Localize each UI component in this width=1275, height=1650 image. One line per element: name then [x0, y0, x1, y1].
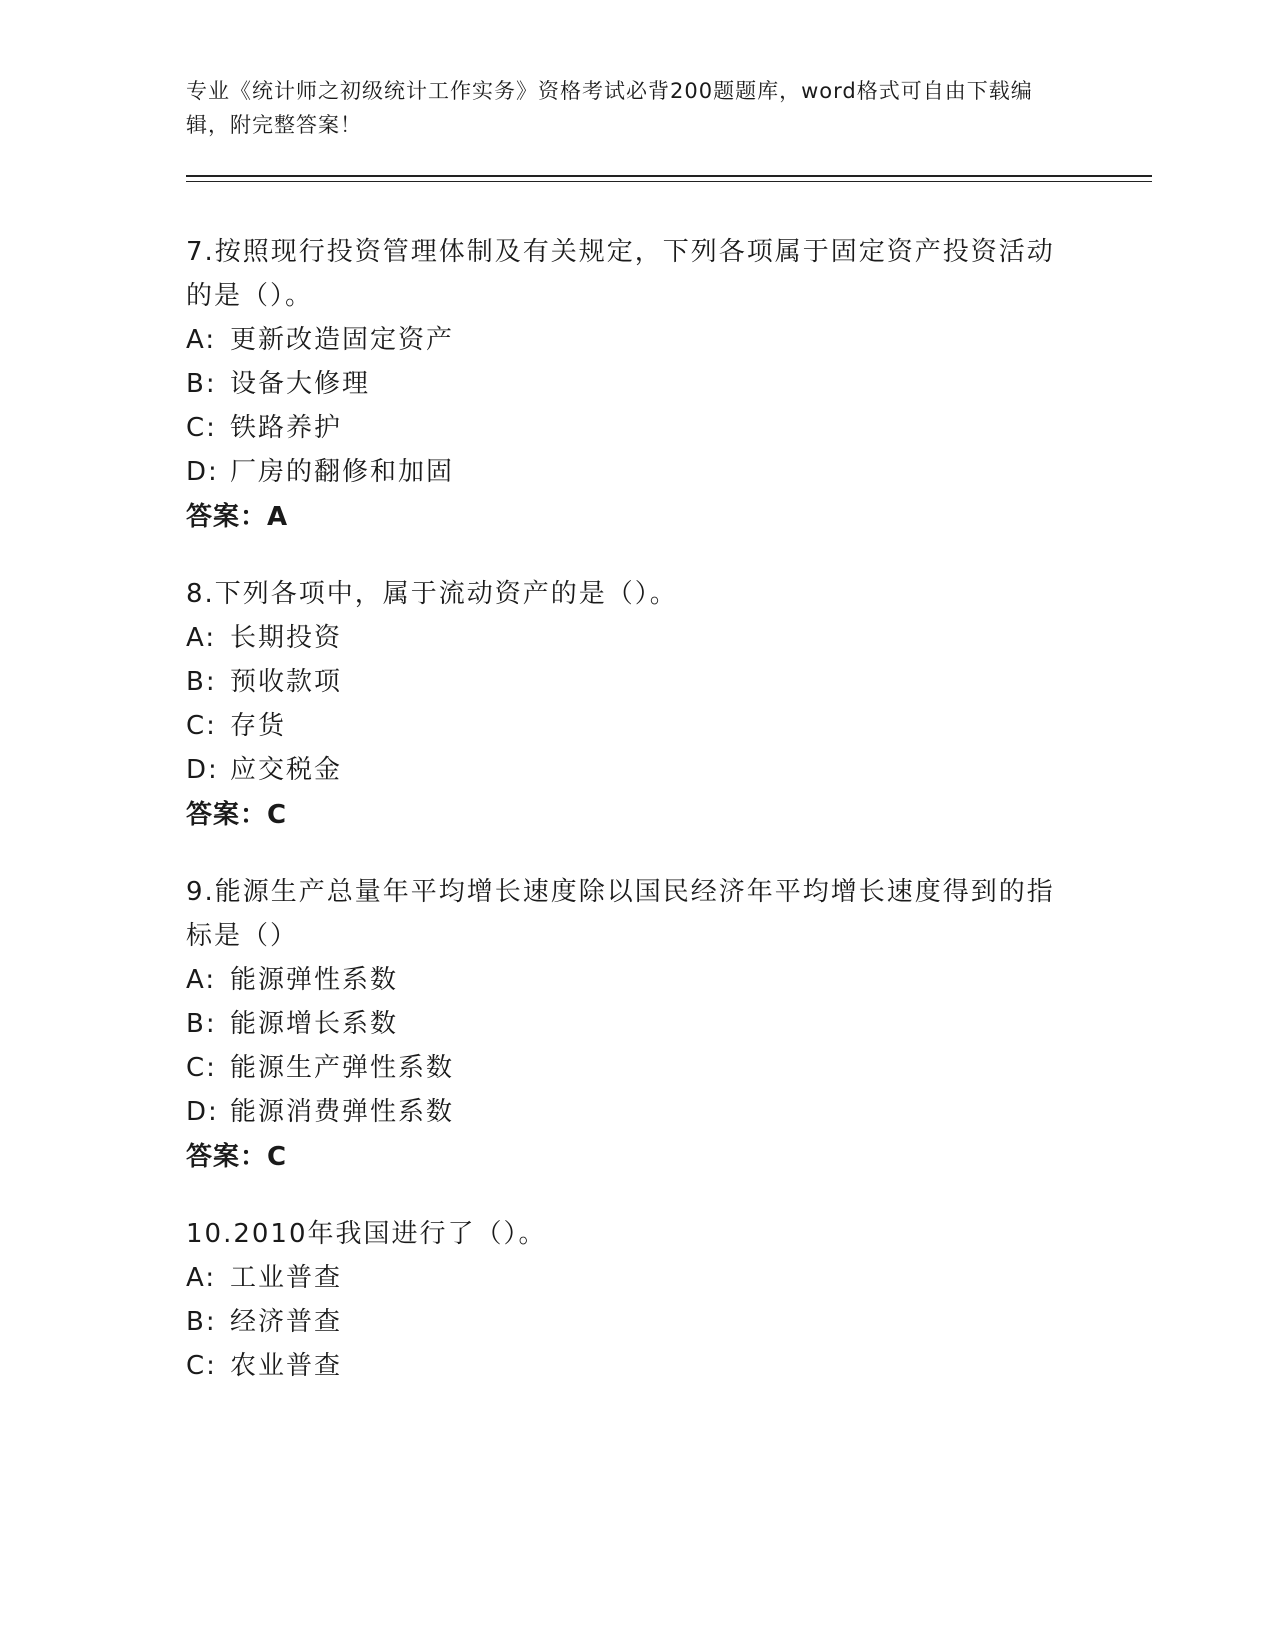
- question-option: [186, 748, 1066, 792]
- question-stem: 8.下列各项中，属于流动资产的是（）。: [186, 579, 678, 609]
- question-option: [186, 616, 1066, 660]
- question-option: [186, 1002, 1066, 1046]
- answer-line: 答案：C: [186, 1142, 288, 1172]
- option-key: D:: [186, 755, 219, 785]
- question-option: [186, 318, 1066, 362]
- question-stem: 7.按照现行投资管理体制及有关规定，下列各项属于固定资产投资活动的是（）。: [186, 237, 1055, 311]
- option-key: B:: [186, 667, 217, 697]
- question-option: [186, 362, 1066, 406]
- document-header: 专业《统计师之初级统计工作实务》资格考试必背200题题库，word格式可自由下载编辑，附完整答案！: [186, 79, 1033, 137]
- answer-line: 答案：C: [186, 800, 288, 830]
- option-key: C:: [186, 413, 217, 443]
- option-text: 长期投资: [230, 623, 343, 653]
- option-key: A:: [186, 325, 217, 355]
- option-key: B:: [186, 369, 217, 399]
- option-text: 更新改造固定资产: [230, 325, 455, 355]
- option-key: A:: [186, 965, 217, 995]
- question-option: [186, 406, 1066, 450]
- question-option: [186, 704, 1066, 748]
- option-text: 铁路养护: [230, 413, 343, 443]
- option-text: 工业普查: [230, 1263, 343, 1293]
- option-text: 存货: [230, 711, 287, 741]
- option-key: B:: [186, 1307, 217, 1337]
- question-option: [186, 958, 1066, 1002]
- option-text: 预收款项: [230, 667, 343, 697]
- option-text: 应交税金: [230, 755, 343, 785]
- option-key: C:: [186, 1053, 217, 1083]
- option-key: C:: [186, 1351, 217, 1381]
- question-option: [186, 1256, 1066, 1300]
- option-key: D:: [186, 457, 219, 487]
- question-block: [186, 870, 1066, 1180]
- question-option: [186, 1090, 1066, 1134]
- question-option: [186, 660, 1066, 704]
- question-option: [186, 1046, 1066, 1090]
- option-key: A:: [186, 623, 217, 653]
- question-option: [186, 1344, 1066, 1388]
- question-stem: 9.能源生产总量年平均增长速度除以国民经济年平均增长速度得到的指标是（）: [186, 877, 1055, 951]
- answer-line: 答案：A: [186, 502, 289, 532]
- question-block: [186, 230, 1066, 540]
- question-option: [186, 450, 1066, 494]
- question-option: [186, 1300, 1066, 1344]
- question-block: [186, 572, 1066, 838]
- option-text: 能源增长系数: [230, 1009, 399, 1039]
- option-key: B:: [186, 1009, 217, 1039]
- option-text: 能源生产弹性系数: [230, 1053, 455, 1083]
- option-key: C:: [186, 711, 217, 741]
- option-text: 能源弹性系数: [230, 965, 399, 995]
- option-text: 经济普查: [230, 1307, 343, 1337]
- option-text: 能源消费弹性系数: [230, 1097, 455, 1127]
- header-divider-thin: [186, 181, 1152, 182]
- header-divider-thick: [186, 175, 1152, 177]
- question-stem: 10.2010年我国进行了（）。: [186, 1219, 547, 1249]
- option-text: 农业普查: [230, 1351, 343, 1381]
- option-key: D:: [186, 1097, 219, 1127]
- option-text: 厂房的翻修和加固: [230, 457, 455, 487]
- question-block: [186, 1212, 1066, 1388]
- option-key: A:: [186, 1263, 217, 1293]
- option-text: 设备大修理: [230, 369, 371, 399]
- question-list: [186, 230, 1066, 1420]
